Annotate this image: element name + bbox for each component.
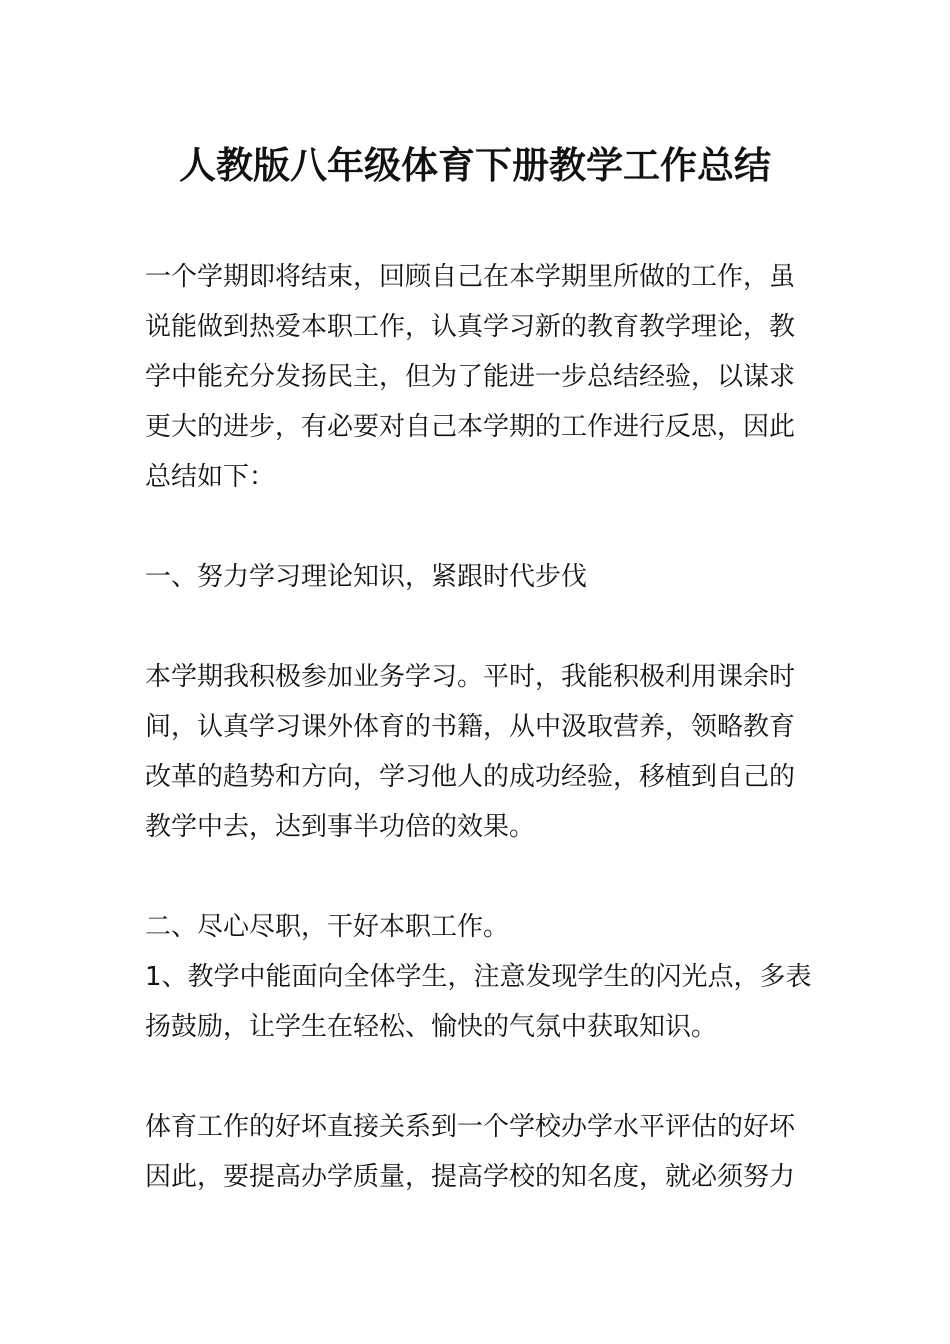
paragraph-3-line-1: 1、教学中能面向全体学生，注意发现学生的闪光点，多表: [145, 962, 812, 992]
paragraph-1-line-5: 总结如下：: [145, 462, 276, 492]
paragraph-gap: [145, 852, 810, 902]
paragraph-1-line-4: 更大的进步，有必要对自己本学期的工作进行反思，因此: [145, 412, 796, 442]
paragraph-gap: [145, 1052, 810, 1102]
paragraph-4-line-1: 体育工作的好坏直接关系到一个学校办学水平评估的好坏: [145, 1112, 796, 1142]
section-heading-1: 一、努力学习理论知识，紧跟时代步伐: [145, 562, 588, 592]
paragraph-4-line-2: 因此，要提高办学质量，提高学校的知名度，就必须努力: [145, 1162, 796, 1192]
paragraph-gap: [145, 502, 810, 552]
paragraph-2-line-2: 间，认真学习课外体育的书籍，从中汲取营养，领略教育: [145, 712, 796, 742]
document-body: [145, 252, 810, 1202]
section-heading-2: 二、尽心尽职，干好本职工作。: [145, 912, 510, 942]
paragraph-3-line-2: 扬鼓励，让学生在轻松、愉快的气氛中获取知识。: [145, 1012, 718, 1042]
paragraph-gap: [145, 602, 810, 652]
paragraph-2-line-3: 改革的趋势和方向，学习他人的成功经验，移植到自己的: [145, 762, 796, 792]
paragraph-1-line-1: 一个学期即将结束，回顾自己在本学期里所做的工作，虽: [145, 262, 796, 292]
paragraph-1-line-3: 学中能充分发扬民主，但为了能进一步总结经验，以谋求: [145, 362, 796, 392]
paragraph-2-line-1: 本学期我积极参加业务学习。平时，我能积极利用课余时: [145, 662, 796, 692]
document-title: 人教版八年级体育下册教学工作总结: [179, 144, 771, 187]
paragraph-2-line-4: 教学中去，达到事半功倍的效果。: [145, 812, 536, 842]
paragraph-1-line-2: 说能做到热爱本职工作，认真学习新的教育教学理论，教: [145, 312, 796, 342]
